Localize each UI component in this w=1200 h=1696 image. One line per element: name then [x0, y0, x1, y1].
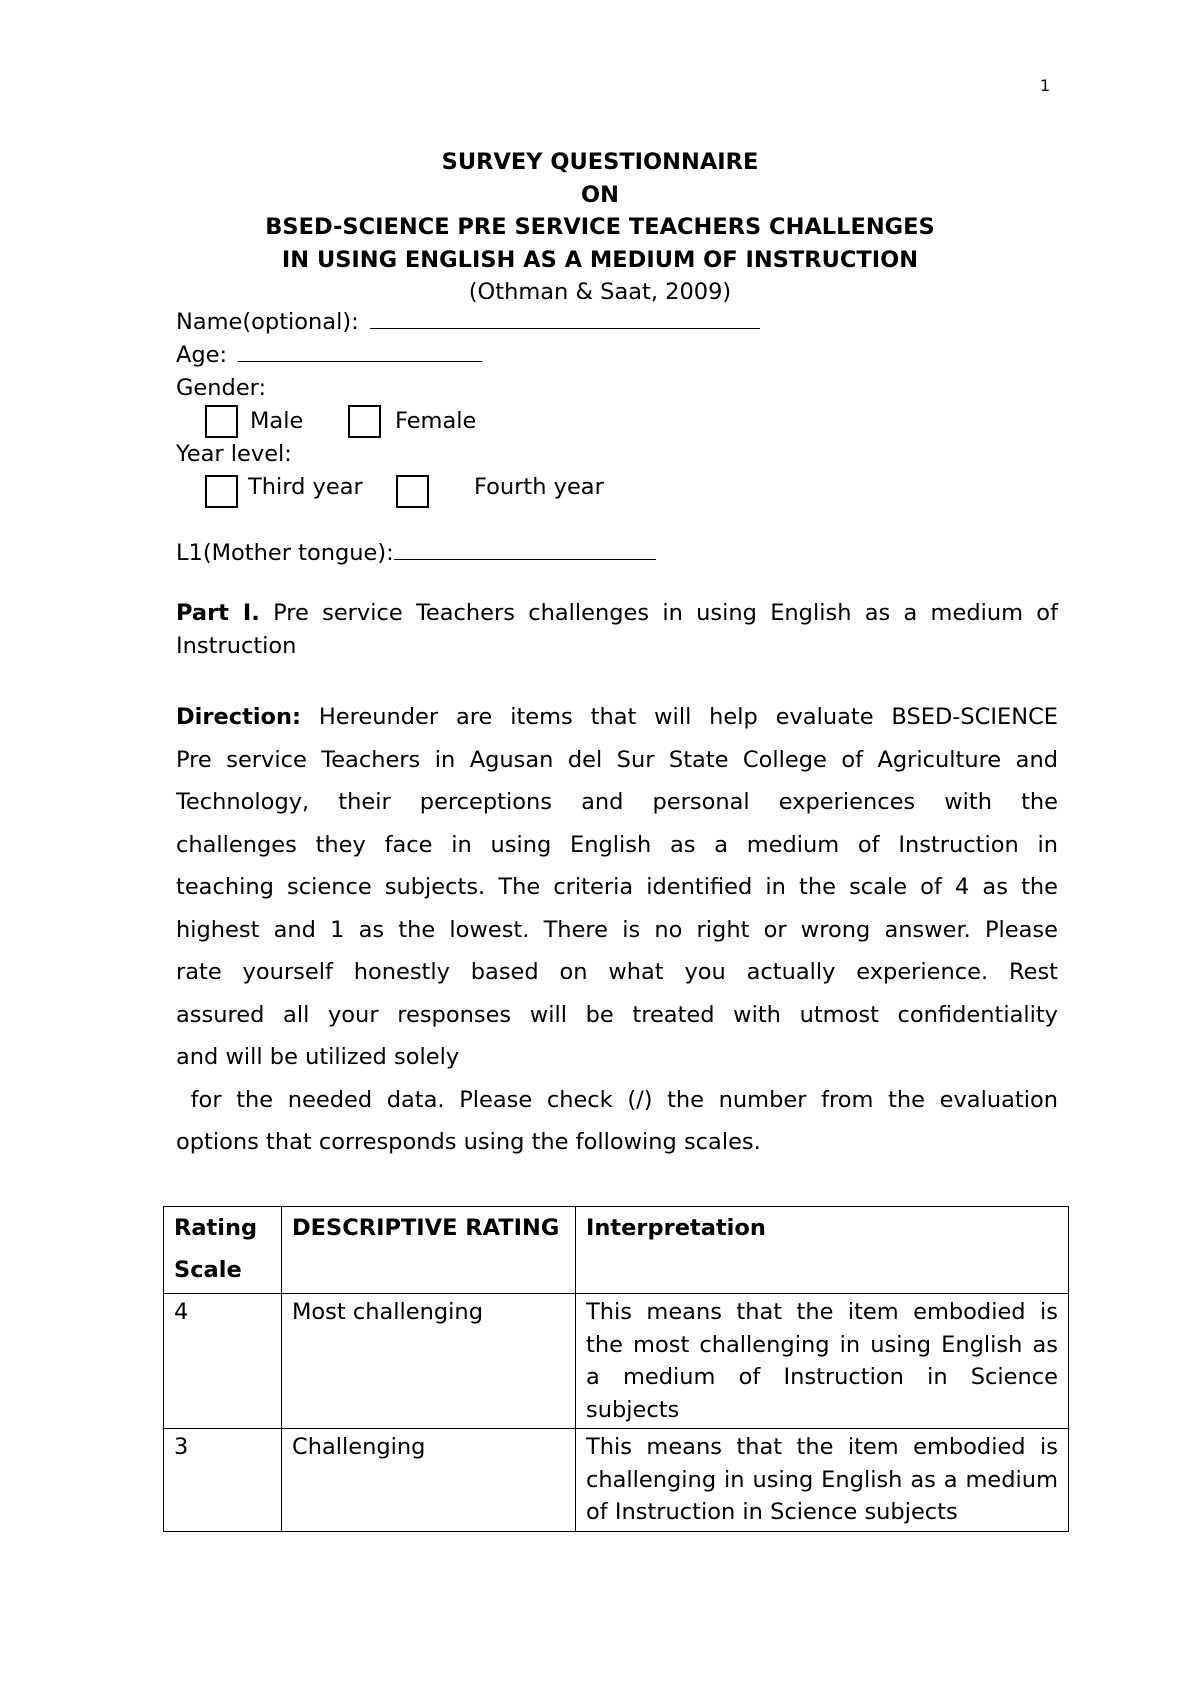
header-descriptive-rating: DESCRIPTIVE RATING [282, 1207, 576, 1294]
direction-label: Direction: [176, 704, 302, 730]
document-title [0, 146, 1200, 309]
direction-line: rate yourself honestly based on what you actually experience. Rest [176, 959, 1058, 985]
direction-line: highest and 1 as the lowest. There is no right or wrong answer. Please [176, 916, 1058, 943]
year-level-label: Year level: [176, 441, 292, 467]
third-year-checkbox[interactable] [205, 475, 238, 508]
age-label: Age: [176, 342, 228, 368]
title-line: IN USING ENGLISH AS A MEDIUM OF INSTRUCTION [281, 246, 919, 273]
rating-cell: 3 [164, 1429, 282, 1532]
part-one-heading [176, 597, 1058, 663]
male-checkbox[interactable] [205, 405, 238, 438]
rating-scale-table [163, 1206, 1069, 1532]
rating-cell: 4 [164, 1294, 282, 1429]
interpretation-cell: This means that the item embodied is challenging in using English as a medium of Instruction in Science subjects [576, 1429, 1069, 1532]
direction-line: assured all your responses will be treated with utmost confidentiality [176, 1001, 1058, 1028]
third-year-option-label: Third year [248, 474, 363, 500]
citation: (Othman & Saat, 2009) [468, 279, 732, 305]
table-row [164, 1429, 1069, 1532]
female-option-label: Female [395, 408, 477, 434]
fourth-year-checkbox[interactable] [396, 475, 429, 508]
female-checkbox[interactable] [348, 405, 381, 438]
title-line: ON [581, 181, 619, 208]
direction-line: options that corresponds using the following scales. [176, 1129, 761, 1155]
age-blank[interactable] [238, 343, 482, 362]
direction-paragraph [176, 696, 1058, 1164]
part-one-text: Pre service Teachers challenges in using English as a medium of Instruction [176, 600, 1058, 659]
direction-line: Pre service Teachers in Agusan del Sur State College of Agriculture and [176, 746, 1058, 773]
mother-tongue-label: L1(Mother tongue): [176, 540, 394, 566]
direction-line [176, 696, 1058, 739]
direction-line: Technology, their perceptions and personal experiences with the [176, 789, 1058, 815]
age-field [176, 342, 482, 368]
direction-line: teaching science subjects. The criteria identified in the scale of 4 as the [176, 874, 1058, 900]
descriptive-cell: Most challenging [282, 1294, 576, 1429]
table-header-row [164, 1207, 1069, 1294]
mother-tongue-blank[interactable] [394, 541, 656, 560]
header-rating-scale: Rating Scale [164, 1207, 282, 1294]
part-one-label: Part I. [176, 600, 260, 626]
table-row [164, 1294, 1069, 1429]
mother-tongue-field [176, 540, 656, 566]
direction-line: for the needed data. Please check (/) the number from the evaluation [176, 1086, 1058, 1113]
name-blank[interactable] [370, 310, 760, 329]
descriptive-cell: Challenging [282, 1429, 576, 1532]
name-label: Name(optional): [176, 309, 359, 335]
page-number: 1 [1040, 76, 1051, 95]
direction-line: and will be utilized solely [176, 1044, 460, 1070]
direction-line: challenges they face in using English as a medium of Instruction in [176, 831, 1058, 858]
header-interpretation: Interpretation [576, 1207, 1069, 1294]
title-line: BSED-SCIENCE PRE SERVICE TEACHERS CHALLENGES [265, 214, 935, 240]
name-field [176, 309, 760, 335]
interpretation-cell: This means that the item embodied is the most challenging in using English as a medium of Instruction in Science subjects [576, 1294, 1069, 1429]
fourth-year-option-label: Fourth year [474, 474, 604, 500]
gender-label: Gender: [176, 375, 267, 401]
direction-text: Hereunder are items that will help evaluate BSED-SCIENCE [301, 704, 1058, 730]
male-option-label: Male [250, 408, 304, 434]
title-line: SURVEY QUESTIONNAIRE [441, 149, 759, 175]
